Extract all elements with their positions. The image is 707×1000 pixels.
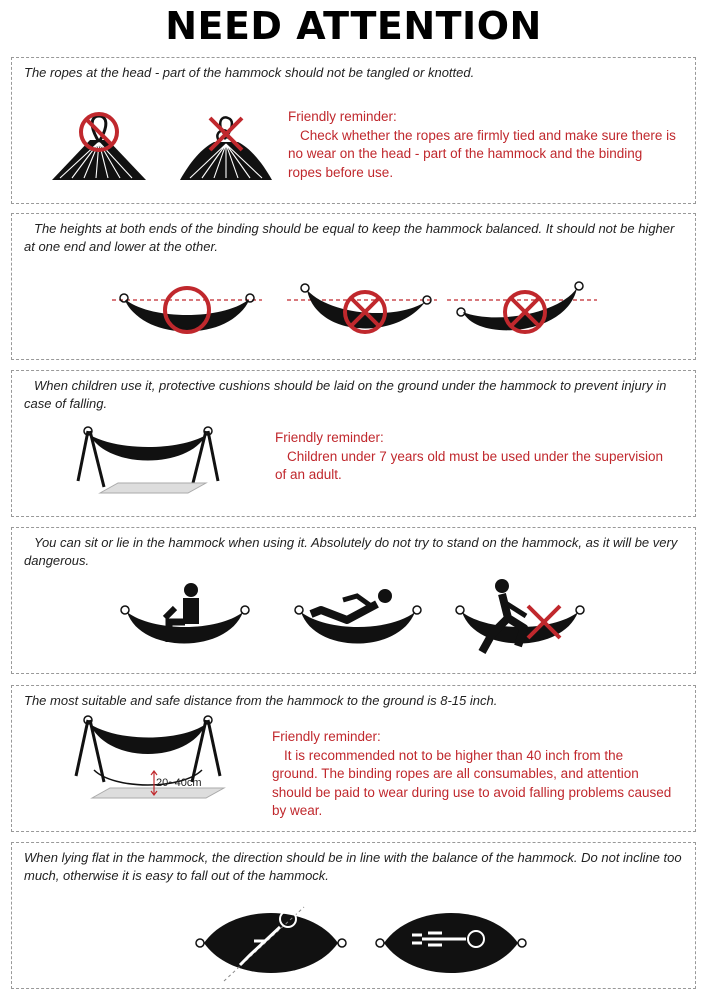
section-text: The ropes at the head - part of the hammock should not be tangled or knotted. bbox=[24, 65, 475, 80]
height-range-label: 20~40cm bbox=[156, 777, 202, 789]
reminder-title: Friendly reminder: bbox=[275, 430, 384, 445]
usage-illustration bbox=[117, 582, 587, 662]
section-text: The most suitable and safe distance from the hammock to the ground is 8-15 inch. bbox=[24, 693, 498, 708]
friendly-reminder bbox=[288, 108, 678, 182]
section-text: You can sit or lie in the hammock when using it. Absolutely do not try to stand on the hammock, as it will be very dangerous. bbox=[24, 535, 678, 568]
reminder-body: Check whether the ropes are firmly tied and make sure there is no wear on the head - part of the hammock and the binding ropes before use. bbox=[288, 127, 676, 180]
section-distance bbox=[11, 685, 696, 832]
section-text: When children use it, protective cushions should be laid on the ground under the hammock to prevent injury in case of falling. bbox=[24, 378, 667, 411]
reminder-title: Friendly reminder: bbox=[288, 109, 397, 124]
section-rope-tangle bbox=[11, 57, 696, 204]
section-text: When lying flat in the hammock, the direction should be in line with the balance of the hammock. Do not incline too much, otherwise it is easy to fall out of the hammock. bbox=[24, 850, 682, 883]
section-text: The heights at both ends of the binding should be equal to keep the hammock balanced. It should not be higher at one end and lower at the other. bbox=[24, 221, 675, 254]
prohibited-tangled-rope-icon bbox=[180, 117, 272, 180]
section-lying-direction bbox=[11, 842, 696, 989]
reminder-title: Friendly reminder: bbox=[272, 729, 381, 744]
balance-illustration bbox=[112, 280, 592, 342]
section-sit-lie-stand bbox=[11, 527, 696, 674]
lying-person-icon bbox=[295, 589, 421, 644]
section-balance bbox=[11, 213, 696, 360]
hammock-height-illustration bbox=[74, 714, 234, 804]
reminder-body: It is recommended not to be higher than 40 inch from the ground. The binding ropes are all consumables, and attention should be paid to wear during use to avoid falling problems caused by wear. bbox=[272, 747, 672, 818]
rope-head-illustration bbox=[52, 112, 252, 184]
friendly-reminder bbox=[272, 728, 672, 821]
diagonal-lying-icon bbox=[196, 907, 346, 981]
reminder-body: Children under 7 years old must be used under the supervision of an adult. bbox=[275, 448, 663, 482]
balanced-hammock-icon bbox=[112, 288, 262, 332]
correct-rope-head-icon bbox=[52, 114, 146, 180]
right-high-hammock-icon bbox=[287, 284, 437, 332]
sitting-person-icon bbox=[121, 583, 249, 644]
lying-direction-illustration bbox=[192, 897, 532, 985]
left-high-hammock-icon bbox=[447, 282, 597, 332]
hammock-stand-with-cushion bbox=[78, 421, 228, 503]
section-children bbox=[11, 370, 696, 517]
straight-lying-icon bbox=[376, 913, 526, 973]
friendly-reminder bbox=[275, 429, 675, 485]
prohibited-standing-icon bbox=[456, 579, 584, 652]
page-title: NEED ATTENTION bbox=[165, 4, 542, 48]
